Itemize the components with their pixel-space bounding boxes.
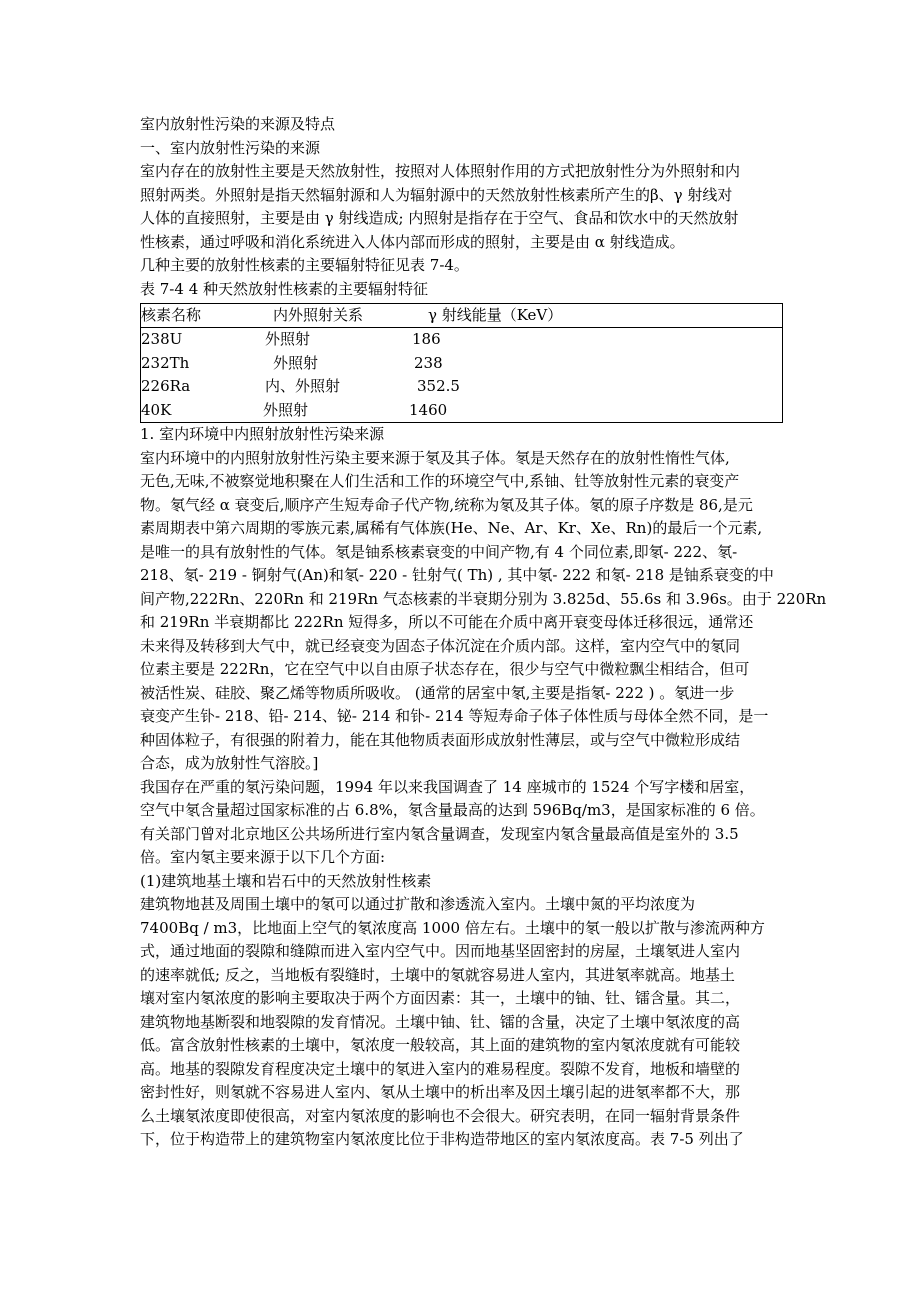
table-cell: 外照射 xyxy=(273,353,319,372)
text-line: 室内存在的放射性主要是天然放射性，按照对人体照射作用的方式把放射性分为外照射和内 xyxy=(140,162,741,180)
table-header-row xyxy=(141,304,782,328)
text-line: 建筑物地甚及周围土壤中的氡可以通过扩散和渗透流入室内。土壤中氮的平均浓度为 xyxy=(140,895,696,913)
table-cell: 238 xyxy=(414,353,443,372)
text-line: 种固体粒子，有很强的附着力，能在其他物质表面形成放射性薄层，或与空气中微粒形成结 xyxy=(140,730,741,749)
text-line: 空气中氡含量超过国家标准的占 6.8%，氡含量最高的达到 596Bq/m3，是国家标准的 6 倍。 xyxy=(140,801,765,819)
text-line: 式，通过地面的裂隙和缝隙而进入室内空气中。因而地基坚固密封的房屋，土壤氡进人室内 xyxy=(140,942,741,960)
table-cell: 外照射 xyxy=(265,330,311,348)
table-row xyxy=(141,375,782,399)
text-line: 照射两类。外照射是指天然辐射源和人为辐射源中的天然放射性核素所产生的β、γ 射线对 xyxy=(140,185,733,204)
text-line: 建筑物地基断裂和地裂隙的发育情况。土壤中铀、钍、镭的含量，决定了土壤中氡浓度的高 xyxy=(140,1012,741,1031)
text-line: 被活性炭、硅胶、聚乙烯等物质所吸收。 (通常的居室中氡,主要是指氡- 222 ) 。氡进一步 xyxy=(140,683,735,702)
text-line: 性核素，通过呼吸和消化系统进入人体内部而形成的照射，主要是由 α 射线造成。 xyxy=(140,232,685,251)
paragraph-4 xyxy=(140,776,785,870)
table-header-cell: 内外照射关系 xyxy=(273,306,364,324)
text-line: 7400Bq / m3，比地面上空气的氡浓度高 1000 倍左右。土壤中的氡一般以扩散与渗流两种方 xyxy=(140,918,765,937)
table-header-cell: 核素名称 xyxy=(141,306,202,324)
table-cell: 1460 xyxy=(409,400,448,419)
text-line: 人体的直接照射，主要是由 γ 射线造成; 内照射是指存在于空气、食品和饮水中的天然放射 xyxy=(140,209,739,227)
text-line: 和 219Rn 半衰期都比 222Rn 短得多，所以不可能在介质中离开衰变母体迁移很远，通常还 xyxy=(140,613,754,631)
text-line: 么土壤氡浓度即使很高，对室内氡浓度的影响也不会很大。研究表明，在同一辐射背景条件 xyxy=(140,1106,741,1125)
text-line: 高。地基的裂隙发育程度决定土壤中的氡进入室内的难易程度。裂隙不发育，地板和墙壁的 xyxy=(140,1059,741,1078)
table-cell: 外照射 xyxy=(263,400,309,419)
table-cell: 186 xyxy=(412,330,441,348)
text-line: 的速率就低; 反之，当地板有裂缝时，土壤中的氡就容易进人室内，其进氡率就高。地基土 xyxy=(140,965,735,984)
table-cell: 232Th xyxy=(141,353,190,372)
table-header-cell: γ 射线能量（KeV） xyxy=(428,306,563,324)
text-line: 物。氡气经 α 衰变后,顺序产生短寿命子代产物,统称为氡及其子体。氡的原子序数是 86,是元 xyxy=(140,495,753,514)
table-row xyxy=(141,399,782,423)
paragraph-5 xyxy=(140,893,785,1152)
subsection-heading: (1)建筑地基土壤和岩石中的天然放射性核素 xyxy=(140,871,432,890)
text-line: 室内环境中的内照射放射性污染主要来源于氡及其子体。氡是天然存在的放射性惰性气体, xyxy=(140,448,730,467)
table-cell: 内、外照射 xyxy=(265,377,341,395)
radiation-table xyxy=(140,303,783,423)
text-line: 有关部门曾对北京地区公共场所进行室内氡含量调查，发现室内氡含量最高值是室外的 3.5 xyxy=(140,824,739,843)
table-cell: 352.5 xyxy=(417,377,460,395)
text-line: 无色,无味,不被察觉地积聚在人们生活和工作的环境空气中,系铀、钍等放射性元素的衰变产 xyxy=(140,472,740,490)
text-line: 下，位于构造带上的建筑物室内氡浓度比位于非构造带地区的室内氡浓度高。表 7-5 列出了 xyxy=(140,1130,744,1148)
text-line: 密封性好，则氡就不容易进人室内、氡从土壤中的析出率及因土壤引起的进氡率都不大，那 xyxy=(140,1083,741,1101)
text-line: 合态，成为放射性气溶胶。] xyxy=(140,754,319,772)
text-line: 我国存在严重的氡污染问题，1994 年以来我国调查了 14 座城市的 1524 个写字楼和居室， xyxy=(140,777,755,796)
section-heading: 一、室内放射性污染的来源 xyxy=(140,138,321,157)
text-line: 间产物,222Rn、220Rn 和 219Rn 气态核素的半衰期分别为 3.825d、55.6s 和 3.96s。由于 220Rn xyxy=(140,589,827,608)
table-cell: 238U xyxy=(141,330,183,348)
table-cell: 226Ra xyxy=(141,377,191,395)
text-line: 素周期表中第六周期的零族元素,属稀有气体族(He、Ne、Ar、Kr、Xe、Rn)的最后一个元素, xyxy=(140,519,763,537)
text-line: 低。富含放射性核素的土壤中，氡浓度一般较高，其上面的建筑物的室内氡浓度就有可能较 xyxy=(140,1036,741,1054)
text-line: 壤对室内氡浓度的影响主要取决于两个方面因素：其一，土壤中的铀、钍、镭含量。其二， xyxy=(140,989,741,1007)
table-caption: 表 7-4 4 种天然放射性核素的主要辐射特征 xyxy=(140,279,429,298)
paragraph-2: 几种主要的放射性核素的主要辐射特征见表 7-4。 xyxy=(140,256,469,274)
text-line: 218、氡- 219 - 锕射气(An)和氡- 220 - 钍射气( Th) , 其中氡- 222 和氡- 218 是铀系衰变的中 xyxy=(140,566,774,584)
subsection-heading: 1. 室内环境中内照射放射性污染来源 xyxy=(140,425,385,443)
text-line: 是唯一的具有放射性的气体。氡是铀系核素衰变的中间产物,有 4 个同位素,即氡- 222、氡- xyxy=(140,542,738,561)
table-row xyxy=(141,352,782,376)
text-line: 倍。室内氡主要来源于以下几个方面: xyxy=(140,848,386,866)
document-body xyxy=(140,113,827,1152)
table-row xyxy=(141,328,782,352)
table-cell: 40K xyxy=(141,400,172,419)
paragraph-3 xyxy=(140,447,827,776)
document-title: 室内放射性污染的来源及特点 xyxy=(140,115,336,133)
text-line: 未来得及转移到大气中，就已经衰变为固态子体沉淀在介质内部。这样，室内空气中的氡同 xyxy=(140,636,741,655)
text-line: 位素主要是 222Rn，它在空气中以自由原子状态存在，很少与空气中微粒飘尘相结合，但可 xyxy=(140,660,750,678)
paragraph-1 xyxy=(140,160,785,254)
text-line: 衰变产生钋- 218、铅- 214、铋- 214 和钋- 214 等短寿命子体子体性质与母体全然不同，是一 xyxy=(140,707,769,725)
